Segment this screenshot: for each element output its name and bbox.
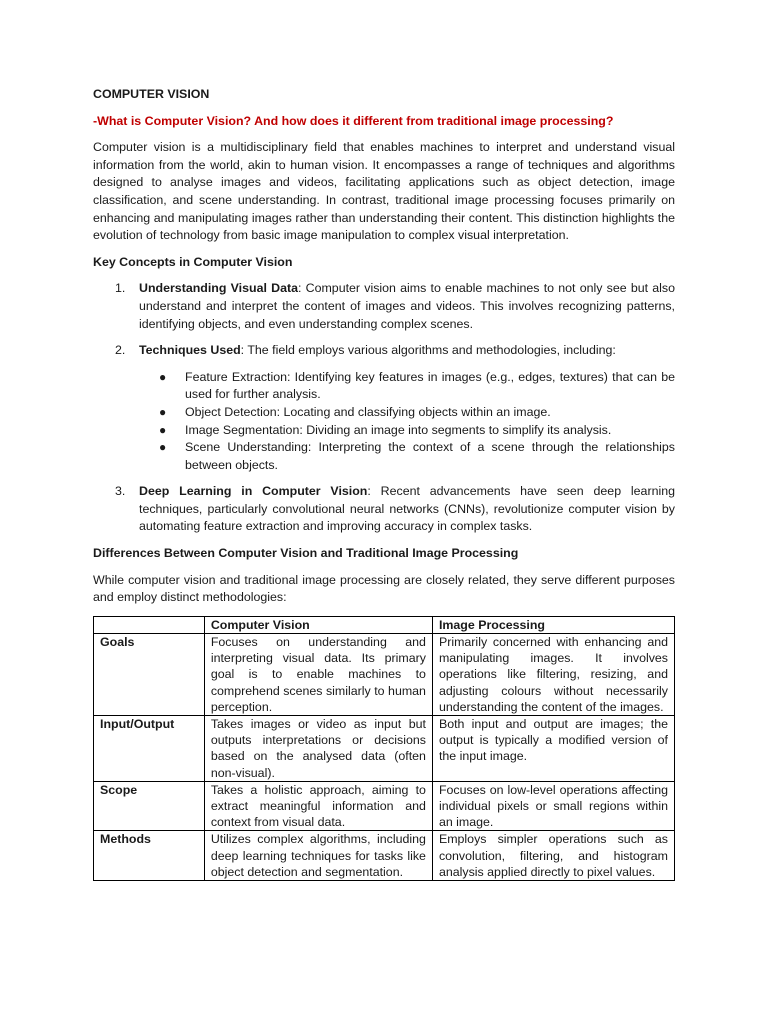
- list-term: Understanding Visual Data: [139, 281, 298, 296]
- key-concepts-list: [93, 280, 675, 536]
- list-number: 1.: [115, 281, 126, 296]
- cv-cell: Focuses on understanding and interpreting visual data. Its primary goal is to enable machines to comprehend scenes similarly to human perception.: [204, 634, 432, 716]
- document-title: COMPUTER VISION: [93, 87, 210, 101]
- table-header-row: [94, 616, 675, 633]
- table-header-cv: Computer Vision: [204, 616, 432, 633]
- list-text: : Computer vision aims to enable machines to not only see but also understand and interpret the content of images and videos. This involves recognizing patterns, identifying objects, and even understanding complex scenes.: [139, 281, 675, 331]
- ip-cell: Focuses on low-level operations affecting individual pixels or small regions within an image.: [432, 781, 674, 831]
- bullet-item: ● Object Detection: Locating and classifying objects within an image.: [139, 404, 675, 422]
- table-row: [94, 781, 675, 831]
- bullet-item: ● Image Segmentation: Dividing an image into segments to simplify its analysis.: [139, 422, 675, 440]
- list-item: [93, 483, 675, 536]
- list-number: 3.: [115, 484, 126, 499]
- row-label: Methods: [94, 831, 205, 881]
- bullet-icon: ●: [159, 440, 167, 455]
- bullet-icon: ●: [159, 422, 167, 437]
- list-term: Deep Learning in Computer Vision: [139, 484, 368, 499]
- table-row: [94, 831, 675, 881]
- row-label: Goals: [94, 634, 205, 716]
- list-term: Techniques Used: [139, 343, 241, 358]
- bullet-item: ● Scene Understanding: Interpreting the context of a scene through the relationships between objects.: [159, 440, 675, 472]
- differences-heading: Differences Between Computer Vision and Traditional Image Processing: [93, 546, 519, 561]
- list-item: [93, 342, 675, 474]
- section-question: -What is Computer Vision? And how does it different from traditional image processing?: [93, 113, 614, 128]
- comparison-table: [93, 616, 675, 881]
- techniques-bullet-list: [139, 369, 675, 475]
- bullet-item: ● Feature Extraction: Identifying key features in images (e.g., edges, textures) that can be used for further analysis.: [159, 369, 675, 402]
- table-row: [94, 716, 675, 782]
- ip-cell: Primarily concerned with enhancing and manipulating images. It involves operations like filtering, resizing, and adjusting colours without necessarily understanding the content of the images.: [432, 634, 674, 716]
- key-concepts-heading: Key Concepts in Computer Vision: [93, 254, 293, 269]
- intro-paragraph: Computer vision is a multidisciplinary field that enables machines to interpret and understand visual information from the world, akin to human vision. It encompasses a range of techniques and algorithms designed to analyse images and videos, facilitating applications such as object detection, image classification, and scene understanding. In contrast, traditional image processing focuses primarily on enhancing and manipulating images rather than understanding their content. This distinction highlights the evolution of technology from basic image manipulation to complex visual interpretation.: [93, 140, 675, 243]
- row-label: Scope: [94, 781, 205, 831]
- list-text: : The field employs various algorithms and methodologies, including:: [240, 343, 616, 358]
- list-text: : Recent advancements have seen deep learning techniques, particularly convolutional neural networks (CNNs), revolutionize computer vision by automating feature extraction and improving accuracy in complex tasks.: [139, 484, 675, 534]
- list-number: 2.: [115, 343, 126, 358]
- cv-cell: Takes a holistic approach, aiming to extract meaningful information and context from visual data.: [204, 781, 432, 831]
- ip-cell: Employs simpler operations such as convolution, filtering, and histogram analysis applied directly to pixel values.: [432, 831, 674, 881]
- table-header-ip: Image Processing: [432, 616, 674, 633]
- bullet-icon: ●: [159, 369, 167, 384]
- row-label: Input/Output: [94, 716, 205, 782]
- cv-cell: Takes images or video as input but outputs interpretations or decisions based on the analysed data (often non-visual).: [204, 716, 432, 782]
- differences-intro: While computer vision and traditional image processing are closely related, they serve different purposes and employ distinct methodologies:: [93, 572, 675, 605]
- bullet-icon: ●: [159, 404, 167, 419]
- ip-cell: Both input and output are images; the output is typically a modified version of the input image.: [432, 716, 674, 782]
- table-header-empty: [94, 616, 205, 633]
- list-item: [93, 280, 675, 333]
- cv-cell: Utilizes complex algorithms, including deep learning techniques for tasks like object detection and segmentation.: [204, 831, 432, 881]
- table-row: [94, 634, 675, 716]
